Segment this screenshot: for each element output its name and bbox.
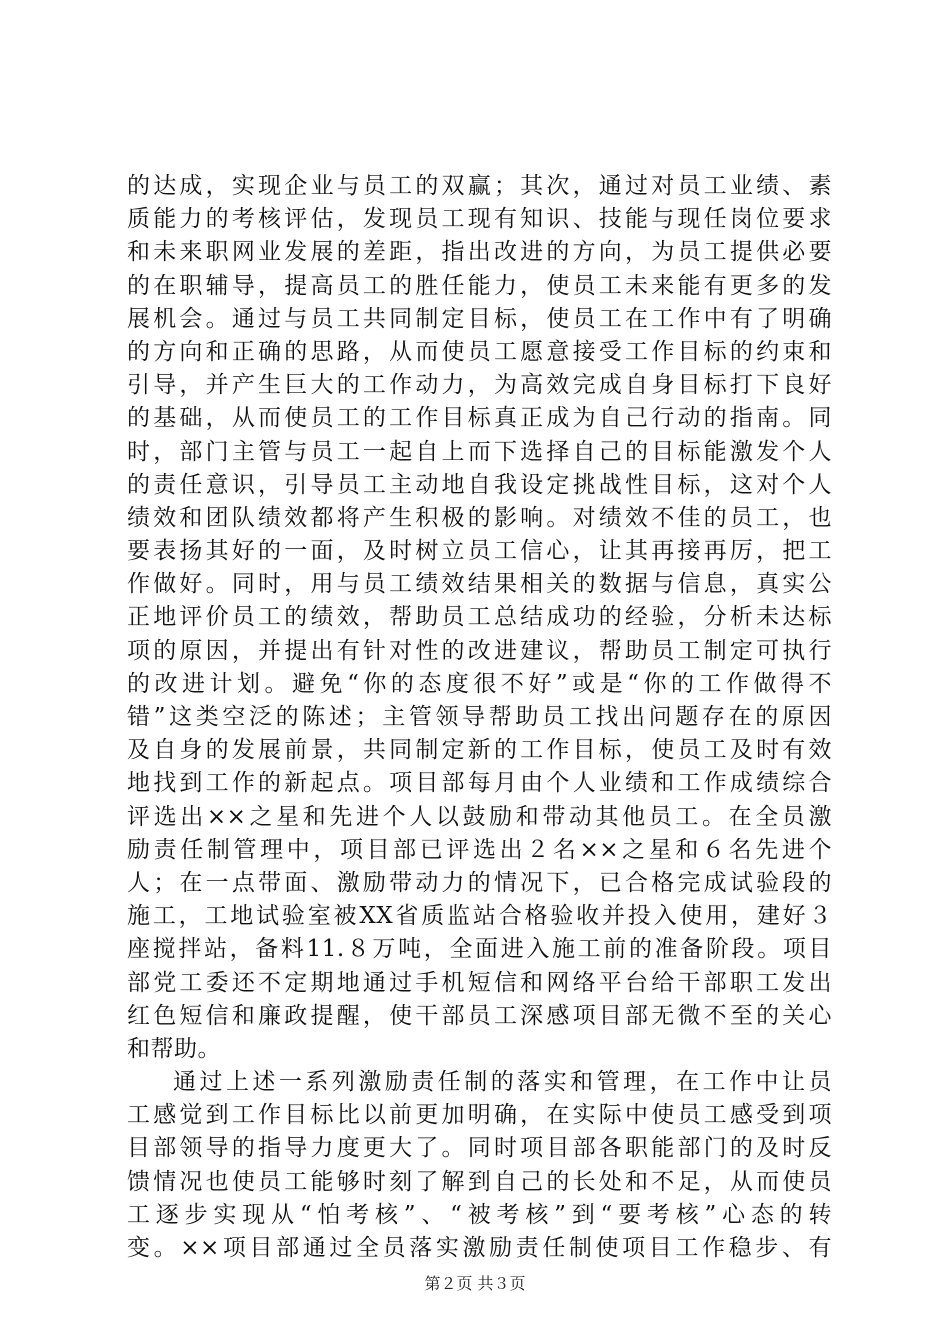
page-footer: 第２页 共３页 [424, 1274, 526, 1293]
text-line: 的基础，从而使员工的工作目标真正成为自己行动的指南。同 [127, 405, 832, 432]
document-body [127, 170, 832, 1265]
text-line: 座搅拌站，备料11.８万吨，全面进入施工前的准备阶段。项目 [127, 936, 832, 963]
text-line: 馈情况也使员工能够时刻了解到自己的长处和不足，从而使员 [127, 1168, 832, 1195]
text-line: 及自身的发展前景，共同制定新的工作目标，使员工及时有效 [127, 737, 832, 764]
text-line: 人；在一点带面、激励带动力的情况下，已合格完成试验段的 [127, 869, 832, 896]
paragraph-1 [127, 170, 832, 1066]
text-line: 要表扬其好的一面，及时树立员工信心，让其再接再厉，把工 [127, 538, 832, 565]
paragraph-2 [127, 1066, 832, 1265]
text-line: 通过上述一系列激励责任制的落实和管理，在工作中让员 [173, 1069, 832, 1096]
text-line: 的责任意识，引导员工主动地自我设定挑战性目标，这对个人 [127, 471, 832, 498]
text-line: 部党工委还不定期地通过手机短信和网络平台给干部职工发出 [127, 969, 832, 996]
text-line: 红色短信和廉政提醒，使干部员工深感项目部无微不至的关心 [127, 1002, 832, 1029]
text-line: 项的原因，并提出有针对性的改进建议，帮助员工制定可执行 [127, 637, 832, 664]
text-line: 地找到工作的新起点。项目部每月由个人业绩和工作成绩综合 [127, 770, 832, 797]
text-line: 时，部门主管与员工一起自上而下选择自己的目标能激发个人 [127, 438, 832, 465]
text-line: 错”这类空泛的陈述；主管领导帮助员工找出问题存在的原因 [127, 704, 832, 730]
text-line: 施工，工地试验室被XX省质监站合格验收并投入使用，建好３ [127, 903, 832, 930]
text-line: 工逐步实现从“怕考核”、“被考核”到“要考核”心态的转 [127, 1201, 832, 1228]
text-line: 工感觉到工作目标比以前更加明确，在实际中使员工感受到项 [127, 1102, 832, 1129]
text-line: 的达成，实现企业与员工的双赢；其次，通过对员工业绩、素 [127, 173, 832, 199]
text-line: 和帮助。 [127, 1035, 221, 1062]
text-line: 正地评价员工的绩效，帮助员工总结成功的经验，分析未达标 [127, 604, 832, 631]
text-line: 和未来职网业发展的差距，指出改进的方向，为员工提供必要 [127, 239, 832, 266]
text-line: 的改进计划。避免“你的态度很不好”或是“你的工作做得不 [127, 670, 832, 697]
text-line: 的在职辅导，提高员工的胜任能力，使员工未来能有更多的发 [127, 272, 832, 299]
text-line: 变。××项目部通过全员落实激励责任制使项目工作稳步、有 [127, 1235, 832, 1261]
text-line: 作做好。同时，用与员工绩效结果相关的数据与信息，真实公 [127, 571, 832, 598]
text-line: 的方向和正确的思路，从而使员工愿意接受工作目标的约束和 [127, 338, 832, 365]
text-line: 绩效和团队绩效都将产生积极的影响。对绩效不佳的员工，也 [127, 504, 832, 531]
text-line: 励责任制管理中，项目部已评选出２名××之星和６名先进个 [127, 836, 832, 863]
text-line: 评选出××之星和先进个人以鼓励和带动其他员工。在全员激 [127, 803, 832, 830]
text-line: 质能力的考核评估，发现员工现有知识、技能与现任岗位要求 [127, 206, 832, 233]
text-line: 展机会。通过与员工共同制定目标，使员工在工作中有了明确 [127, 305, 832, 332]
text-line: 目部领导的指导力度更大了。同时项目部各职能部门的及时反 [127, 1135, 832, 1162]
text-line: 引导，并产生巨大的工作动力，为高效完成自身目标打下良好 [127, 372, 832, 399]
